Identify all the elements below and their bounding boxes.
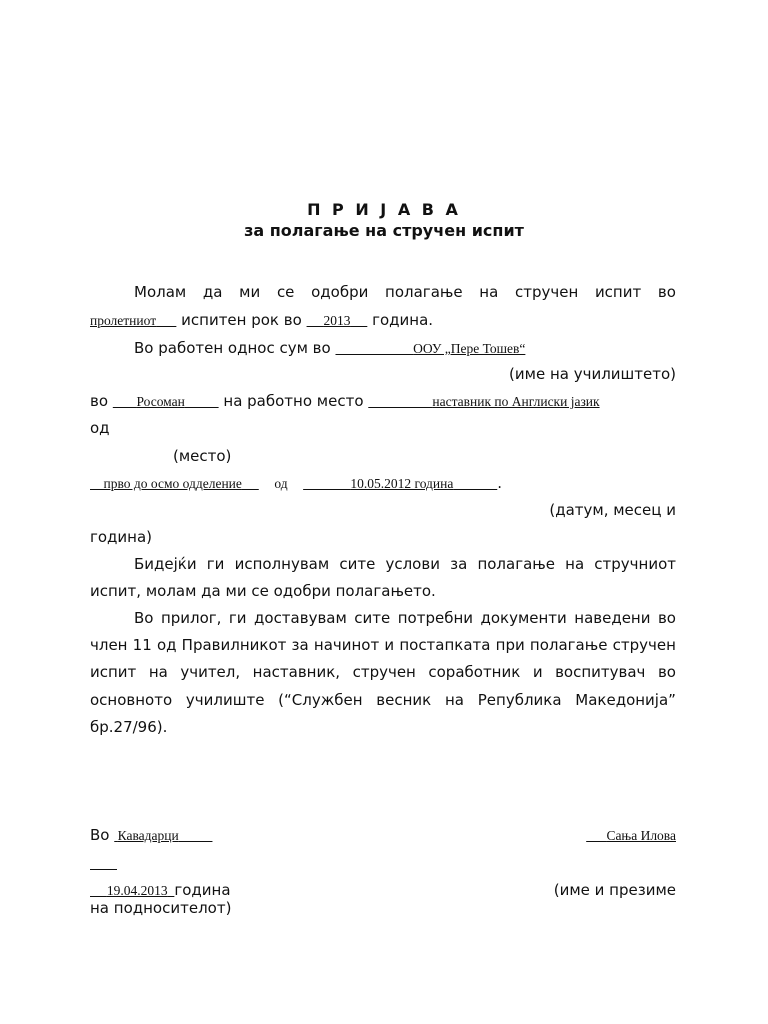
place-field: Росоман — [136, 394, 185, 409]
employment-line: Во работен однос сум во ООУ „Пере Тошев“ — [134, 339, 526, 357]
exam-year-field: 2013 — [323, 313, 351, 328]
signature-underline-stub — [90, 853, 676, 874]
signer-name-field: Сања Илова — [606, 828, 676, 843]
od-line: од — [90, 419, 110, 437]
school-name-field: ООУ „Пере Тошев“ — [413, 341, 526, 356]
para1-line2: пролетниот испитен рок во 2013 година. — [90, 311, 434, 329]
signature-line — [90, 825, 676, 846]
school-caption: (име на училиштето) — [509, 365, 676, 383]
date-line: 19.04.2013 година — [90, 880, 676, 901]
para4-line5: бр.27/96). — [90, 718, 168, 736]
para3-line1: Бидејќи ги исполнувам сите услови за полагање на стручниот — [134, 555, 677, 573]
grades-field: прво до осмо одделение — [103, 476, 242, 491]
start-date-field: 10.05.2012 година — [350, 476, 454, 491]
grades-date-line: прво до осмо одделение од 10.05.2012 година . — [90, 473, 676, 494]
para4-line3: испит на учител, наставник, стручен соработник и воспитувач во — [90, 663, 676, 681]
para4-line4: основното училиште (“Службен весник на Република Македонија” — [90, 691, 676, 709]
date-caption-cont: година) — [90, 528, 153, 546]
document-title: П Р И Ј А В А — [307, 200, 461, 219]
name-caption: (име и презиме — [553, 881, 676, 899]
para1-line1: Молам да ми се одобри полагање на стручен испит во — [134, 283, 676, 301]
city-field: Кавадарци — [117, 828, 179, 843]
para3-line2: испит, молам да ми се одобри полагањето. — [90, 582, 436, 600]
para4-line2: член 11 од Правилникот за начинот и постапката при полагање стручен — [90, 636, 676, 654]
para4-line1: Во прилог, ги доставувам сите потребни документи наведени во — [134, 609, 676, 627]
city-line: Во Кавадарци — [90, 825, 676, 846]
submission-date-field: 19.04.2013 — [106, 883, 168, 898]
date-caption: (датум, месец и — [549, 501, 676, 519]
document-subtitle: за полагање на стручен испит — [244, 221, 524, 240]
position-field: наставник по Англиски јазик — [432, 394, 600, 409]
place-position-line: во Росоман на работно место наставник по Англиски јазик — [90, 392, 600, 410]
place-caption: (место) — [173, 447, 232, 465]
name-caption-cont: на подносителот) — [90, 899, 232, 917]
exam-period-field: пролетниот — [90, 313, 157, 328]
